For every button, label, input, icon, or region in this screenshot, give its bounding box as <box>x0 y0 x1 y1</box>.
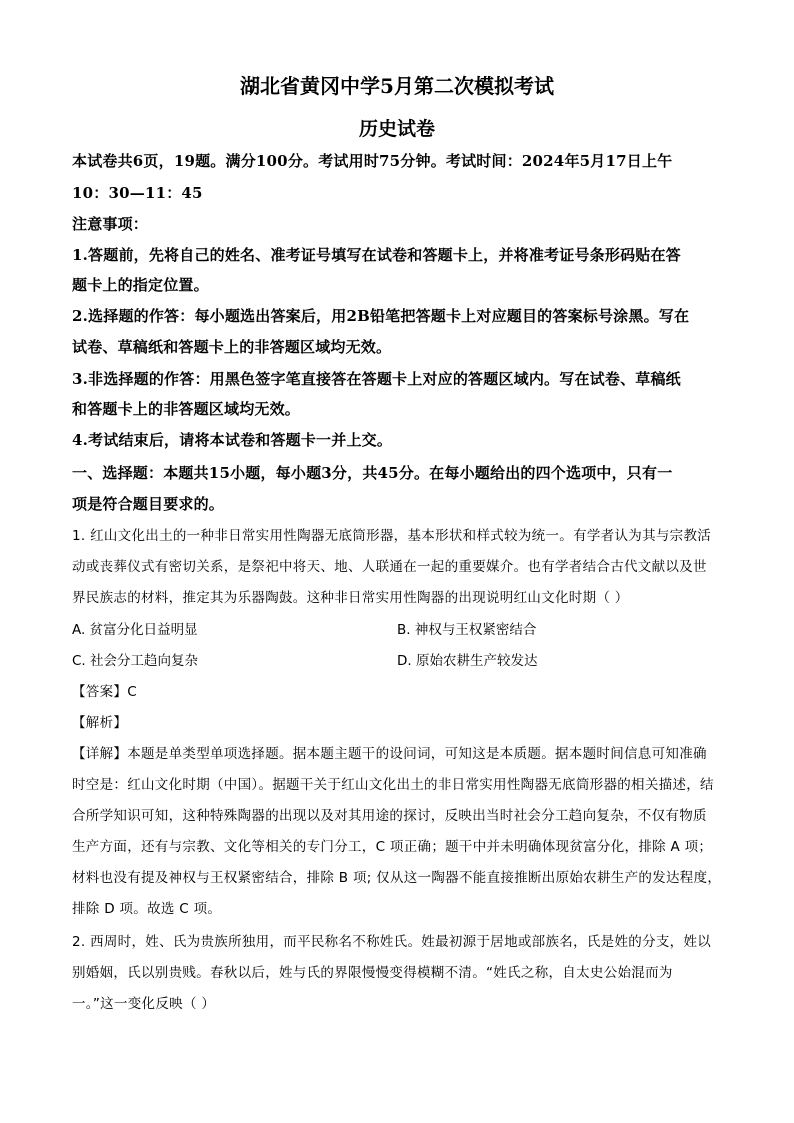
note-2-line-2: 试卷、草稿纸和答题卡上的非答题区域均无效。 <box>72 338 392 356</box>
q2-stem-line-1: 2. 西周时，姓、氏为贵族所独用，而平民称名不称姓氏。姓最初源于居地或部族名，氏是姓的分支，姓以 <box>72 934 712 950</box>
q1-detail-line-4: 生产方面，还有与宗教、文化等相关的专门分工，C 项正确；题干中并未明确体现贫富分化，排除 A 项； <box>72 839 713 855</box>
note-1-line-1: 1.答题前，先将自己的姓名、准考证号填写在试卷和答题卡上，并将准考证号条形码贴在答 <box>72 246 681 264</box>
q2-stem-line-3: 一。”这一变化反映（ ） <box>72 996 216 1012</box>
intro-line-1: 本试卷共6页，19题。满分100分。考试用时75分钟。考试时间：2024年5月17日上午 <box>72 152 673 170</box>
q1-stem-line-2: 动或丧葬仪式有密切关系，是祭祀中将天、地、人联通在一起的重要媒介。也有学者结合古代文献以及世 <box>72 559 707 575</box>
q1-detail-line-5: 材料也没有提及神权与王权紧密结合，排除 B 项; 仅从这一陶器不能直接推断出原始农耕生产的发达程度， <box>72 870 722 886</box>
notes-heading: 注意事项： <box>72 215 149 233</box>
q1-answer: 【答案】C <box>72 684 137 700</box>
note-1-line-2: 题卡上的指定位置。 <box>72 276 209 294</box>
q1-stem-line-1: 1. 红山文化出土的一种非日常实用性陶器无底筒形器，基本形状和样式较为统一。有学者认为其与宗教活 <box>72 528 712 544</box>
note-2-line-1: 2.选择题的作答：每小题选出答案后，用2B铅笔把答题卡上对应题目的答案标号涂黑。写在 <box>72 307 690 325</box>
q1-detail-line-1: 【详解】本题是单类型单项选择题。据本题主题干的设问词，可知这是本质题。据本题时间信息可知准确 <box>72 746 707 762</box>
q1-option-d: D. 原始农耕生产较发达 <box>397 653 538 669</box>
q1-option-a: A. 贫富分化日益明显 <box>72 622 198 638</box>
q1-stem-line-3: 界民族志的材料，推定其为乐器陶鼓。这种非日常实用性陶器的出现说明红山文化时期（ ） <box>72 590 629 606</box>
intro-line-2: 10：30—11：45 <box>72 184 203 202</box>
note-3-line-2: 和答题卡上的非答题区域均无效。 <box>72 400 301 418</box>
q1-option-c: C. 社会分工趋向复杂 <box>72 653 199 669</box>
note-3-line-1: 3.非选择题的作答：用黑色签字笔直接答在答题卡上对应的答题区域内。写在试卷、草稿纸 <box>72 370 681 388</box>
q1-detail-line-6: 排除 D 项。故选 C 项。 <box>72 901 222 917</box>
q2-stem-line-2: 别婚姻，氏以别贵贱。春秋以后，姓与氏的界限慢慢变得模糊不清。“姓氏之称，自太史公始混而为 <box>72 965 673 981</box>
q1-detail-line-3: 合所学知识可知，这种特殊陶器的出现以及对其用途的探讨，反映出当时社会分工趋向复杂，不仅有物质 <box>72 808 707 824</box>
note-4: 4.考试结束后，请将本试卷和答题卡一并上交。 <box>72 431 393 449</box>
q1-analysis-label: 【解析】 <box>72 715 128 731</box>
paper-subtitle: 历史试卷 <box>358 118 435 140</box>
q1-option-b: B. 神权与王权紧密结合 <box>397 622 537 638</box>
exam-title: 湖北省黄冈中学5月第二次模拟考试 <box>240 74 554 98</box>
section-heading-line-2: 项是符合题目要求的。 <box>72 495 225 513</box>
q1-detail-line-2: 时空是：红山文化时期（中国）。据题干关于红山文化出土的非日常实用性陶器无底筒形器的相关描述，结 <box>72 777 714 793</box>
section-heading-line-1: 一、选择题：本题共15小题，每小题3分，共45分。在每小题给出的四个选项中，只有一 <box>72 464 673 482</box>
